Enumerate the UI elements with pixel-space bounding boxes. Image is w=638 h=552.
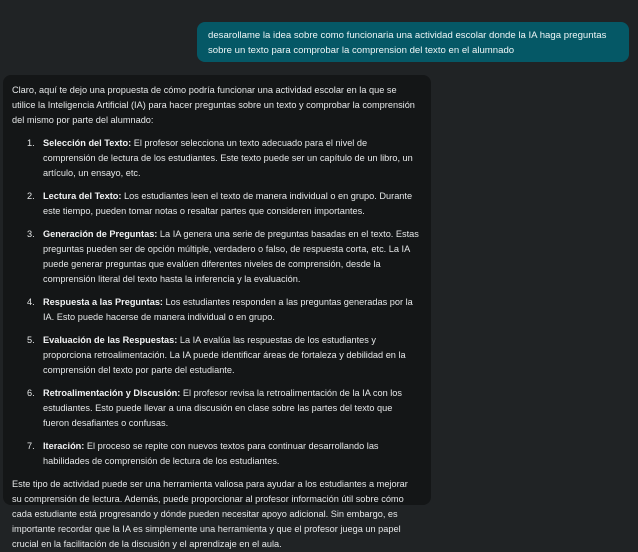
list-item	[27, 295, 419, 325]
step-text: La IA evalúa las respuestas de los estudiantes y proporciona retroalimentación. La IA puede identificar áreas de fortaleza y debilidad en la comprensión del texto por parte del estudiante.	[43, 335, 406, 375]
step-title: Lectura del Texto:	[43, 191, 122, 201]
list-number: 1.	[27, 138, 35, 148]
list-number: 6.	[27, 388, 35, 398]
assistant-closing: Este tipo de actividad puede ser una herramienta valiosa para ayudar a los estudiantes a mejorar su comprensión de lectura. Además, puede proporcionar al profesor información útil sobre cómo cada estudiante está progresando y dónde pueden necesitar apoyo adicional. Sin embargo, es importante recordar que la IA es simplemente una herramienta y que el profesor juega un papel crucial en la facilitación de la discusión y el aprendizaje en el aula.	[12, 479, 408, 549]
step-text: Los estudiantes responden a las preguntas generadas por la IA. Esto puede hacerse de manera individual o en grupo.	[43, 297, 413, 322]
step-text: Los estudiantes leen el texto de manera individual o en grupo. Durante este tiempo, pueden tomar notas o resaltar partes que consideren importantes.	[43, 191, 413, 216]
step-title: Evaluación de las Respuestas:	[43, 335, 178, 345]
assistant-message	[3, 75, 431, 549]
list-number: 2.	[27, 191, 35, 201]
step-title: Selección del Texto:	[43, 138, 132, 148]
list-item	[27, 227, 419, 287]
list-item	[27, 439, 419, 469]
list-number: 5.	[27, 335, 35, 345]
list-item	[27, 189, 419, 219]
step-title: Retroalimentación y Discusión:	[43, 388, 181, 398]
list-item	[27, 333, 419, 378]
list-number: 4.	[27, 297, 35, 307]
list-item	[27, 136, 419, 181]
assistant-intro: Claro, aquí te dejo una propuesta de cómo podría funcionar una actividad escolar en la que se utilice la Inteligencia Artificial (IA) para hacer preguntas sobre un texto y comprobar la comprensión del mismo por parte del alumnado:	[12, 85, 415, 125]
user-message: desarollame la idea sobre como funcionaria una actividad escolar donde la IA haga preguntas sobre un texto para comprobar la comprension del texto en el alumnado	[197, 22, 629, 62]
steps-list	[12, 136, 419, 469]
list-number: 7.	[27, 441, 35, 451]
step-title: Respuesta a las Preguntas:	[43, 297, 163, 307]
step-text: La IA genera una serie de preguntas basadas en el texto. Estas preguntas pueden ser de opción múltiple, verdadero o falso, de respuesta corta, etc. La IA puede generar preguntas que evalúen diferentes niveles de comprensión, desde la comprensión literal del texto hasta la inferencia y la evaluación.	[43, 229, 419, 284]
step-text: El proceso se repite con nuevos textos para continuar desarrollando las habilidades de comprensión de lectura de los estudiantes.	[43, 441, 379, 466]
step-title: Iteración:	[43, 441, 85, 451]
step-title: Generación de Preguntas:	[43, 229, 158, 239]
step-text: El profesor selecciona un texto adecuado para el nivel de comprensión de lectura de los estudiantes. Este texto puede ser un capítulo de un libro, un artículo, un ensayo, etc.	[43, 138, 413, 178]
list-item	[27, 386, 419, 431]
list-number: 3.	[27, 229, 35, 239]
step-text: El profesor revisa la retroalimentación de la IA con los estudiantes. Esto puede llevar a una discusión en clase sobre las partes del texto que fueron desafiantes o confusas.	[43, 388, 402, 428]
